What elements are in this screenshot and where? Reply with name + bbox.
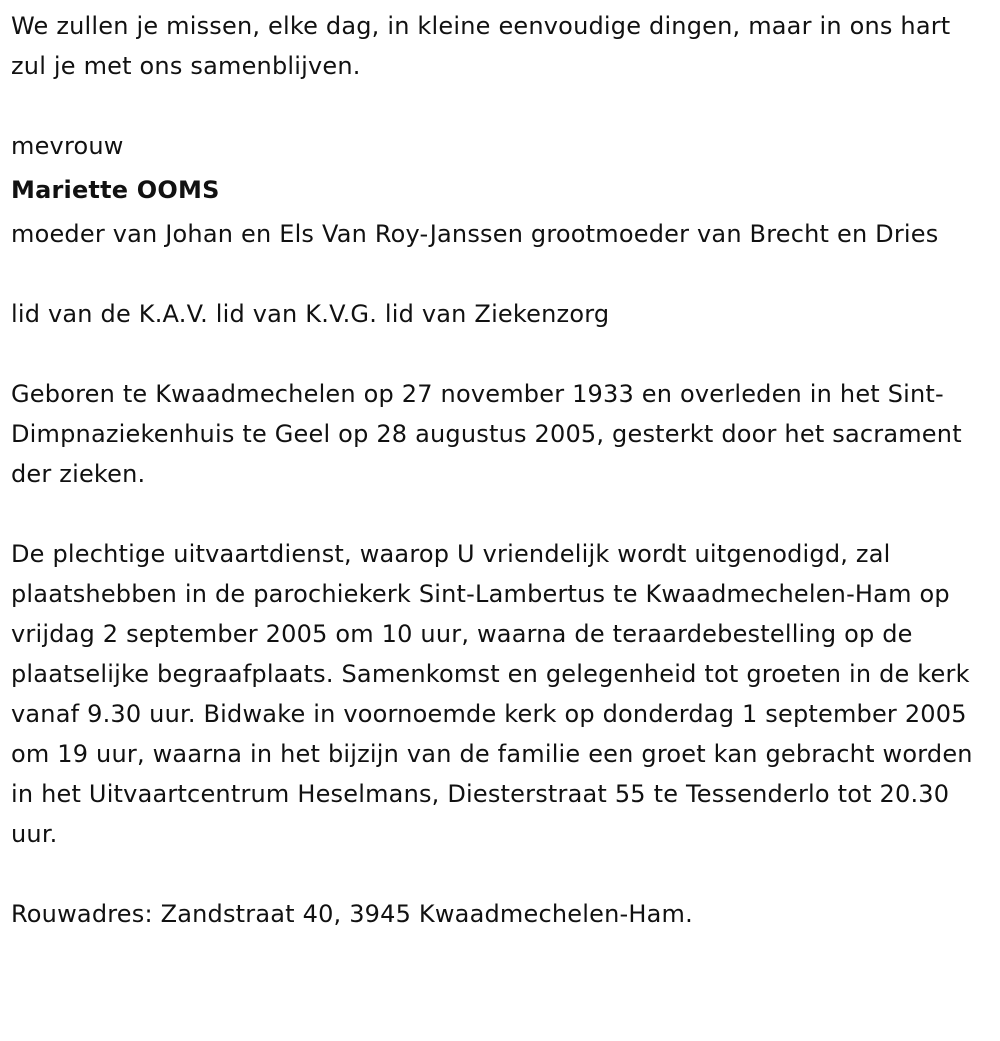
spacer (11, 86, 991, 126)
death-notice (0, 6, 991, 934)
spacer (11, 494, 991, 534)
mourning-address: Rouwadres: Zandstraat 40, 3945 Kwaadmechelen-Ham. (11, 900, 693, 928)
spacer (11, 854, 991, 894)
funeral-details: De plechtige uitvaartdienst, waarop U vriendelijk wordt uitgenodigd, zal plaatshebben in de parochiekerk Sint-Lambertus te Kwaadmechelen-Ham op vrijdag 2 september 2005 om 10 uur, waarna de teraardebestelling op de plaatselijke begraafplaats. Samenkomst en gelegenheid tot groeten in de kerk vanaf 9.30 uur. Bidwake in voornoemde kerk op donderdag 1 september 2005 om 19 uur, waarna in het bijzijn van de familie een groet kan gebracht worden in het Uitvaartcentrum Heselmans, Diesterstraat 55 te Tessenderlo tot 20.30 uur. (11, 540, 973, 848)
family-relations: moeder van Johan en Els Van Roy-Janssen grootmoeder van Brecht en Dries (11, 220, 939, 248)
opening-quote: We zullen je missen, elke dag, in kleine eenvoudige dingen, maar in ons hart zul je met ons samenblijven. (11, 12, 951, 80)
honorific: mevrouw (11, 132, 124, 160)
spacer (11, 334, 991, 374)
deceased-name: Mariette OOMS (11, 176, 220, 204)
birth-death-details: Geboren te Kwaadmechelen op 27 november 1933 en overleden in het Sint-Dimpnaziekenhuis te Geel op 28 augustus 2005, gesterkt door het sacrament der zieken. (11, 380, 962, 488)
spacer (11, 254, 991, 294)
memberships: lid van de K.A.V. lid van K.V.G. lid van Ziekenzorg (11, 300, 610, 328)
